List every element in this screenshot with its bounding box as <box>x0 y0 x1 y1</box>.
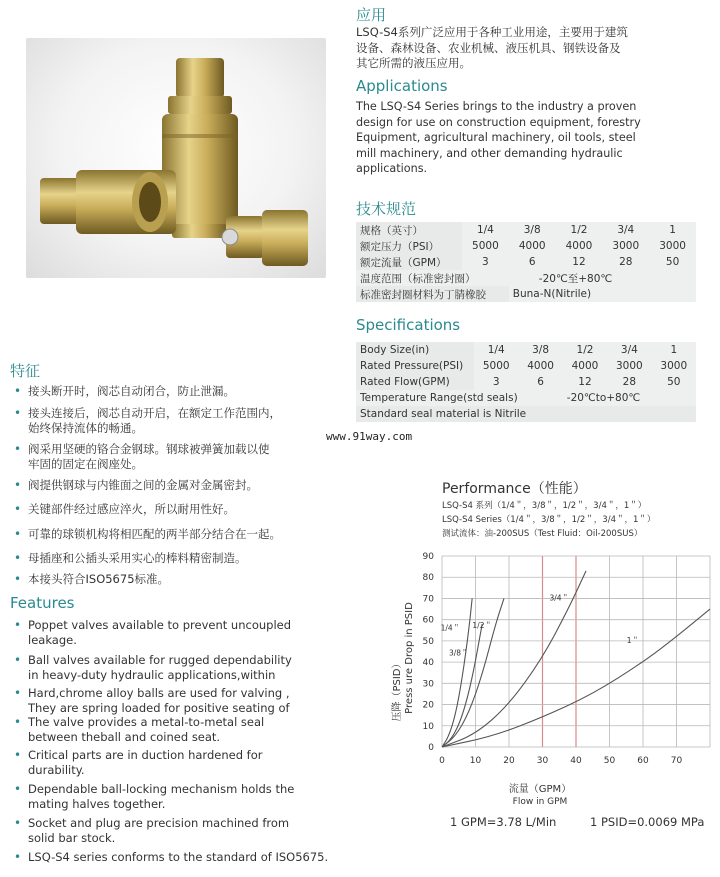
x-tick-label: 20 <box>503 756 515 766</box>
y-tick-label: 70 <box>422 594 434 605</box>
series-line <box>442 598 472 747</box>
table-cell: 4000 <box>556 238 603 254</box>
features-heading-cn: 特征 <box>10 362 41 380</box>
list-item-line: • Hard,chrome alloy balls are used for valving , <box>28 686 290 700</box>
table-cell: 3/8 <box>509 222 556 238</box>
application-heading-en: Applications <box>356 77 448 95</box>
series-line <box>442 624 482 747</box>
application-text-en-line: Equipment, agricultural machinery, oil tools, steel <box>356 131 636 144</box>
application-heading-cn: 应用 <box>356 6 387 24</box>
table-cell: 1 <box>649 222 696 238</box>
x-tick-label: 70 <box>670 756 683 766</box>
table-cell: 1/2 <box>556 222 603 238</box>
table-row <box>356 342 696 358</box>
series-label: 1/2＂ <box>472 621 492 631</box>
list-item-line: • The valve provides a metal-to-metal seal <box>28 715 265 729</box>
list-item-line: They are spring loaded for positive seating of <box>28 700 290 715</box>
table-cell: 6 <box>518 374 562 390</box>
x-tick-label: 40 <box>570 756 582 766</box>
series-label: 1/4＂ <box>440 623 461 633</box>
features-list-cn <box>12 384 332 587</box>
list-item-line: 始终保持流体的畅通。 <box>28 421 143 435</box>
spec-table-cn <box>356 222 696 302</box>
list-item-line: durability. <box>28 762 85 777</box>
table-cell: 50 <box>649 254 696 270</box>
conversion-gpm: 1 GPM=3.78 L/Min <box>450 815 557 829</box>
list-item-line: mating halves together. <box>28 796 166 811</box>
table-cell: 3000 <box>602 238 649 254</box>
spec-heading-cn: 技术规范 <box>356 200 417 218</box>
y-axis-label-cn: 压降（PSID） <box>392 658 403 722</box>
table-cell-label: Temperature Range(std seals) <box>356 390 563 406</box>
table-row <box>356 406 696 422</box>
list-item-line: • 母插座和公插头采用实心的棒料精密制造。 <box>28 551 247 565</box>
list-item-line: • Ball valves available for rugged dependability <box>28 653 292 667</box>
table-cell: 3/4 <box>602 222 649 238</box>
y-tick-label: 90 <box>422 552 434 562</box>
list-item-line: leakage. <box>28 632 77 647</box>
list-item-line: between theball and coined seat. <box>28 729 221 744</box>
list-item-line: • 阀提供钢球与内锥面之间的金属对金属密封。 <box>28 478 258 492</box>
table-cell: 1/4 <box>462 222 509 238</box>
y-tick-label: 0 <box>428 743 434 753</box>
table-cell: 4000 <box>563 358 607 374</box>
list-item-line: • Dependable ball-locking mechanism holds the <box>28 782 295 796</box>
list-item <box>12 384 332 399</box>
series-label: 3/8＂ <box>448 648 469 658</box>
application-text-cn-line: 设备、森林设备、农业机械、液压机具、钢铁设备及 <box>356 40 621 55</box>
list-item-line: • 关键部件经过感应淬火，所以耐用性好。 <box>28 502 235 516</box>
application-text-cn <box>356 25 716 72</box>
features-heading-en: Features <box>10 594 75 612</box>
table-cell: 3 <box>462 254 509 270</box>
performance-line-1: LSQ-S4 系列（1/4＂，3/8＂，1/2＂，3/4＂，1＂） <box>442 501 647 511</box>
chart-grid <box>442 556 710 747</box>
application-text-en-line: applications. <box>356 162 428 175</box>
table-cell-label: 额定流量（GPM） <box>356 254 462 270</box>
list-item <box>12 502 332 517</box>
performance-line-3: 测试流体：油-200SUS（Test Fluid：Oil-200SUS） <box>442 529 643 539</box>
watermark: www.91way.com <box>326 430 413 443</box>
table-row <box>356 254 696 270</box>
list-item-line: 牢固的固定在阀座处。 <box>28 457 143 471</box>
table-cell: 50 <box>652 374 696 390</box>
table-row <box>356 270 696 286</box>
x-axis-label-cn: 流量（GPM） <box>508 784 572 795</box>
table-cell-label: 温度范围（标准密封圈） <box>356 270 509 286</box>
table-cell-label: Body Size(in) <box>356 342 474 358</box>
table-cell: 5000 <box>462 238 509 254</box>
series-label: 1＂ <box>626 636 640 646</box>
chart-ticks <box>423 552 683 766</box>
table-cell-label: 规格（英寸） <box>356 222 462 238</box>
table-row <box>356 374 696 390</box>
x-tick-label: 50 <box>603 756 616 766</box>
table-cell: Buna-N(Nitrile) <box>509 286 696 302</box>
y-tick-label: 10 <box>422 721 434 732</box>
list-item-line: • 接头断开时，阀芯自动闭合，防止泄漏。 <box>28 384 235 398</box>
application-text-en-line: mill machinery, and other demanding hydraulic <box>356 146 623 160</box>
list-item-line: • Socket and plug are precision machined from <box>28 816 290 830</box>
product-photo <box>26 38 326 278</box>
list-item <box>12 618 332 647</box>
series-label: 3/4＂ <box>549 593 570 603</box>
x-tick-label: 0 <box>439 756 445 766</box>
list-item <box>12 686 332 715</box>
x-tick-label: 60 <box>637 756 649 766</box>
table-cell: 3000 <box>607 358 651 374</box>
table-cell: 3/8 <box>518 342 562 358</box>
x-tick-label: 30 <box>536 756 549 766</box>
table-cell: 6 <box>509 254 556 270</box>
performance-title: Performance（性能） <box>442 481 587 497</box>
list-item-line: in heavy-duty hydraulic applications,within <box>28 667 276 682</box>
list-item <box>12 850 332 865</box>
performance-line-2: LSQ-S4 Series（1/4＂，3/8＂，1/2＂，3/4＂，1＂） <box>442 515 656 525</box>
application-text-en <box>356 99 716 177</box>
table-row <box>356 238 696 254</box>
table-row <box>356 286 696 302</box>
table-row <box>356 390 696 406</box>
list-item <box>12 551 332 566</box>
table-cell: 1/4 <box>474 342 518 358</box>
table-cell: -20℃to+80℃ <box>563 390 696 406</box>
table-cell: 4000 <box>518 358 562 374</box>
spec-table-en <box>356 342 696 422</box>
y-tick-label: 40 <box>422 658 434 669</box>
application-text-en-line: design for use on construction equipment, forestry <box>356 115 641 129</box>
list-item-line: • Critical parts are in duction hardened for <box>28 748 263 762</box>
table-row <box>356 358 696 374</box>
table-cell: 4000 <box>509 238 556 254</box>
features-list-en <box>12 618 332 865</box>
table-cell: 5000 <box>474 358 518 374</box>
y-tick-label: 60 <box>422 615 434 626</box>
list-item <box>12 572 332 587</box>
table-cell: 3 <box>474 374 518 390</box>
coupling-illustration <box>26 38 326 278</box>
table-cell-label: 额定压力（PSI） <box>356 238 462 254</box>
list-item <box>12 478 332 493</box>
table-cell: 1 <box>652 342 696 358</box>
list-item <box>12 442 332 472</box>
table-cell: 1/2 <box>563 342 607 358</box>
performance-chart <box>380 548 716 808</box>
table-cell: 28 <box>602 254 649 270</box>
table-cell-label: Standard seal material is Nitrile <box>356 406 696 422</box>
list-item <box>12 715 332 744</box>
table-cell: 3/4 <box>607 342 651 358</box>
list-item <box>12 406 332 436</box>
application-text-en-line: The LSQ-S4 Series brings to the industry a proven <box>356 100 637 113</box>
list-item-line: • 可靠的球锁机构将相匹配的两半部分结合在一起。 <box>28 527 281 541</box>
y-tick-label: 80 <box>422 573 434 584</box>
table-cell: 28 <box>607 374 651 390</box>
table-cell-label: Rated Flow(GPM) <box>356 374 474 390</box>
y-axis-label-en: Press ure Drop in PSID <box>404 602 415 714</box>
list-item <box>12 527 332 542</box>
list-item <box>12 653 332 682</box>
list-item <box>12 782 332 811</box>
conversion-psi: 1 PSID=0.0069 MPa <box>590 815 705 829</box>
list-item-line: • 接头连接后，阀芯自动开启，在额定工作范围内， <box>28 406 281 420</box>
list-item <box>12 816 332 845</box>
table-row <box>356 222 696 238</box>
x-tick-label: 10 <box>469 756 482 766</box>
table-cell: 3000 <box>649 238 696 254</box>
application-text-cn-line: LSQ-S4系列广泛应用于各种工业用途，主要用于建筑 <box>356 25 628 39</box>
list-item-line: • Poppet valves available to prevent uncoupled <box>28 618 292 632</box>
x-axis-label-en: Flow in GPM <box>512 797 568 807</box>
table-cell: 12 <box>563 374 607 390</box>
application-text-cn-line: 其它所需的液压应用。 <box>356 56 471 70</box>
table-cell-label: Rated Pressure(PSI) <box>356 358 474 374</box>
y-tick-label: 20 <box>422 700 434 711</box>
table-cell-label: 标准密封圈材料为丁腈橡胶 <box>356 286 509 302</box>
list-item-line: • 本接头符合ISO5675标准。 <box>28 572 170 586</box>
table-cell: 3000 <box>652 358 696 374</box>
y-tick-label: 50 <box>422 636 434 647</box>
list-item <box>12 748 332 777</box>
list-item-line: • LSQ-S4 series conforms to the standard of ISO5675. <box>28 850 329 864</box>
table-cell: 12 <box>556 254 603 270</box>
list-item-line: • 阀采用坚硬的铬合金钢球。钢球被弹簧加载以使 <box>28 442 270 456</box>
spec-heading-en: Specifications <box>356 316 461 334</box>
list-item-line: solid bar stock. <box>28 830 116 845</box>
table-cell: -20℃至+80℃ <box>509 270 696 286</box>
y-tick-label: 30 <box>422 679 434 690</box>
